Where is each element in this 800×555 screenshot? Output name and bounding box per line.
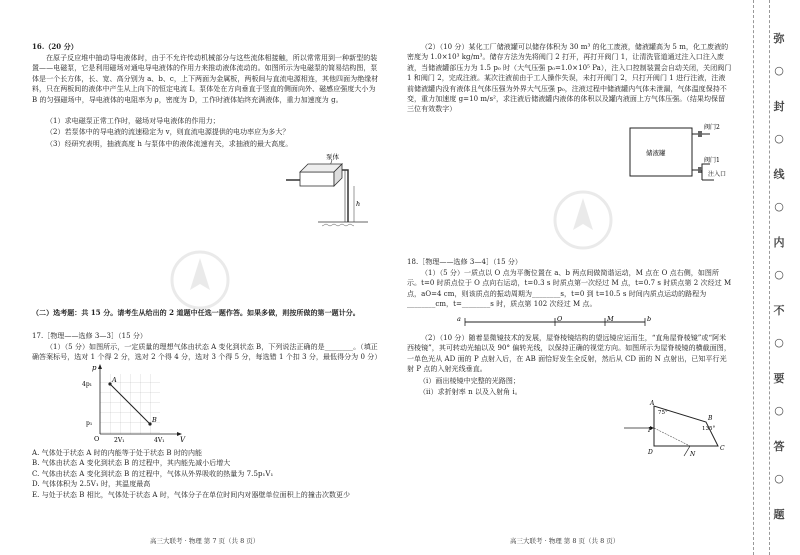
tank-figure bbox=[620, 118, 730, 188]
q16-sub3: （3）经研究表明，抽液高度 h 与泵体中的液体流速有关，求抽液的最大高度。 bbox=[46, 140, 293, 148]
svg-text:h: h bbox=[356, 200, 361, 208]
binding-strip-char: 内 bbox=[773, 236, 785, 249]
right-page bbox=[395, 0, 735, 555]
q17-heading: 17.［物理——选修 3—3］（15 分） bbox=[32, 332, 147, 340]
valve2-label: 阀门2 bbox=[704, 124, 720, 131]
binding-strip-char: 不 bbox=[773, 304, 785, 317]
q18-part2-i: （ⅰ）画出棱镜中完整的光路图； bbox=[419, 377, 520, 385]
axis-label-a: a bbox=[457, 315, 461, 323]
pump-label: 泵体 bbox=[326, 153, 339, 161]
binding-strip-char: 封 bbox=[773, 100, 785, 113]
pv-y-tick-p: p₁ bbox=[86, 420, 93, 427]
q17-option-b: B. 气体由状态 A 变化到状态 B 的过程中，其内能先减小后增大 bbox=[32, 459, 231, 468]
pv-y-axis: p bbox=[92, 364, 97, 372]
q16-paragraph: 在原子反应堆中抽动导电液体时，由于不允许传动机械部分与这些流体相接触，所以常常用到一种新型的装置——电磁泵，它是利用磁场对通电导电液体的作用力来推动液体流动的。如图所示为电磁泵的简易结构图，泵体是一个长方体，长、宽、高分别为 a、b、c，上下两面为金属板，两板间与直流电源相连，其他四面为绝缘材料，只在两板间的液体中产生从上向下的恒定电流 I。泵体处在方向垂直于竖直的侧面向外、磁感应强度大小为 B 的匀强磁场中，导电液体的电阻率为 ρ，密度为 D，工作时液体始终充满液体，重力加速度为 g。 bbox=[32, 54, 379, 104]
valve2-icon bbox=[698, 131, 702, 137]
inlet-label: 注入口 bbox=[708, 171, 727, 178]
binding-strip-char: ○ bbox=[774, 64, 784, 77]
prism-angle-75: 75° bbox=[658, 410, 668, 416]
left-page bbox=[0, 0, 395, 555]
prism-point-d: D bbox=[648, 449, 653, 456]
q17-option-c: C. 气体由状态 A 变化到状态 B 的过程中，气体从外界吸收的热量为 7.5p₁V₁ bbox=[32, 469, 274, 478]
left-footer: 高三大联考 · 物理 第 7 页（共 8 页） bbox=[150, 537, 260, 545]
binding-strip-char: ○ bbox=[774, 472, 784, 485]
tank-label: 储液罐 bbox=[646, 149, 666, 157]
right-footer: 高三大联考 · 物理 第 8 页（共 8 页） bbox=[510, 537, 620, 545]
binding-strip-char: 线 bbox=[773, 168, 785, 181]
watermark-emblem-2 bbox=[553, 190, 613, 250]
binding-strip-char: 答 bbox=[773, 440, 785, 453]
prism-point-a: A bbox=[650, 400, 655, 407]
prism-figure bbox=[620, 398, 735, 460]
pv-origin: O bbox=[94, 435, 100, 442]
valve1-icon bbox=[698, 167, 702, 173]
binding-strip-char: 题 bbox=[773, 508, 785, 521]
q18-heading: 18.［物理——选修 3—4］（15 分） bbox=[407, 258, 522, 266]
prism-point-b: B bbox=[708, 415, 713, 422]
q17-option-d: D. 气体体积为 2.5V₁ 时，其温度最高 bbox=[32, 480, 151, 489]
binding-line-1 bbox=[753, 0, 754, 555]
q18-part2-ii: （ⅱ）求折射率 n 以及入射角 i。 bbox=[419, 388, 522, 396]
q17-part2: （2）（10 分）某化工厂储液罐可以储存体积为 30 m³ 的化工废液，储液罐高为 5 m，化工废液的密度为 1.0×10³ kg/m³。储存方法为先将阀门 2 打开，再打开阀门 1，让清洗管道通过注入口注入废液，当储液罐部压力为 1.5 p₀ 时（大气压强 p₀=1.0×10⁵ Pa），注入口控制装置会自动关闭，关闭阀门 1 和阀门 2，完成注液。某次注液前由于工人操作失误，未打开阀门 2，只打开阀门 1 进行注液，注液前储液罐内没有液体且气体压强为外界大气压强 p₀，注液过程中储液罐内气体未泄漏，气体温度保持不变，重力加速度 g=10 m/s²，求注液后储液罐内液体的体积以及罐内液面上方气体压强。（结果均保留三位有效数字） bbox=[407, 43, 732, 114]
oscillation-axis bbox=[455, 314, 655, 330]
binding-strip-char: 弥 bbox=[773, 32, 785, 45]
q18-part2: （2）（10 分）随着显微镜技术的发展，屋脊棱镜结构的望远镜应运而生，“直角屋脊棱镜”或“阿米西棱镜”，其可转动光轴以及 90° 偏转光线，以保持正确的视觉方向。如图所示为屋脊棱镜的横截面图，一单色光从 AD 面的 P 点射入后，在 AB 面恰好发生全反射，然后从 CD 面的 N 点射出，已知平行光射 P 点的入射光线垂直。 bbox=[407, 334, 731, 374]
pv-y-tick-4p: 4p₁ bbox=[82, 381, 93, 388]
pv-x-tick-2v: 2V₁ bbox=[114, 437, 125, 442]
valve1-label: 阀门1 bbox=[704, 157, 720, 164]
prism-point-c: C bbox=[720, 445, 725, 452]
axis-label-b: b bbox=[647, 315, 652, 323]
prism-point-n: N bbox=[690, 451, 696, 458]
q17-option-a: A. 气体处于状态 A 时的内能等于处于状态 B 时的内能 bbox=[32, 449, 203, 457]
binding-strip bbox=[735, 0, 800, 555]
q16-sub2: （2）若泵体中的导电液的流速稳定为 v，则直流电源提供的电功率应为多大？ bbox=[46, 128, 290, 136]
pv-x-tick-4v: 4V₁ bbox=[154, 437, 165, 442]
binding-line-2 bbox=[769, 0, 770, 555]
q17-option-e: E. 与处于状态 B 相比，气体处于状态 A 时，气体分子在单位时间内对器壁单位面积上的撞击次数更少 bbox=[32, 490, 351, 499]
q17-part1: （1）（5 分）如图所示，一定质量的理想气体由状态 A 变化到状态 B，下列说法正确的是________。（填正确答案标号，选对 1 个得 2 分，选对 2 个得 4 分，选对 3 个得 5 分，每选错 1 个扣 3 分，最低得分为 0 分） bbox=[32, 343, 382, 362]
prism-angle-135: 135° bbox=[702, 426, 716, 432]
pv-x-axis: V bbox=[180, 436, 186, 442]
binding-strip-char: 要 bbox=[773, 372, 785, 385]
q16-heading: 16.（20 分） bbox=[32, 42, 78, 51]
elective-note: （二）选考题：共 15 分。请考生从给出的 2 道题中任选一题作答。如果多做，则按所做的第一题计分。 bbox=[32, 308, 360, 317]
watermark-emblem bbox=[170, 250, 230, 310]
pv-point-a: A bbox=[112, 376, 117, 384]
pv-point-b: B bbox=[152, 416, 157, 424]
axis-label-o: O bbox=[557, 315, 563, 323]
pv-graph bbox=[80, 362, 190, 442]
binding-strip-char: ○ bbox=[774, 200, 784, 213]
binding-strip-char: ○ bbox=[774, 404, 784, 417]
q16-sub1: （1）求电磁泵正常工作时，磁场对导电液体的作用力； bbox=[46, 117, 220, 125]
prism-point-p: P bbox=[648, 427, 653, 434]
q17-options bbox=[32, 448, 384, 500]
binding-strip-char: ○ bbox=[774, 268, 784, 281]
pump-figure bbox=[282, 150, 372, 232]
q18-part1: （1）（5 分）一质点以 O 点为平衡位置在 a、b 两点间做简谐运动，M 点在 O 点右侧，如图所示。t=0 时质点位于 O 点向右运动，t=0.3 s 时质点第一次经过 M 点，t=0.7 s 时质点第 2 次经过 M 点，aO=4 cm，则该质点的振动周期为________s，t=0 到 t=10.5 s 时间内质点运动的路程为________cm，t=________s 时，质点第 102 次经过 M 点。 bbox=[407, 269, 732, 309]
axis-label-m: M bbox=[607, 315, 614, 323]
binding-strip-char: ○ bbox=[774, 132, 784, 145]
binding-strip-char: ○ bbox=[774, 336, 784, 349]
